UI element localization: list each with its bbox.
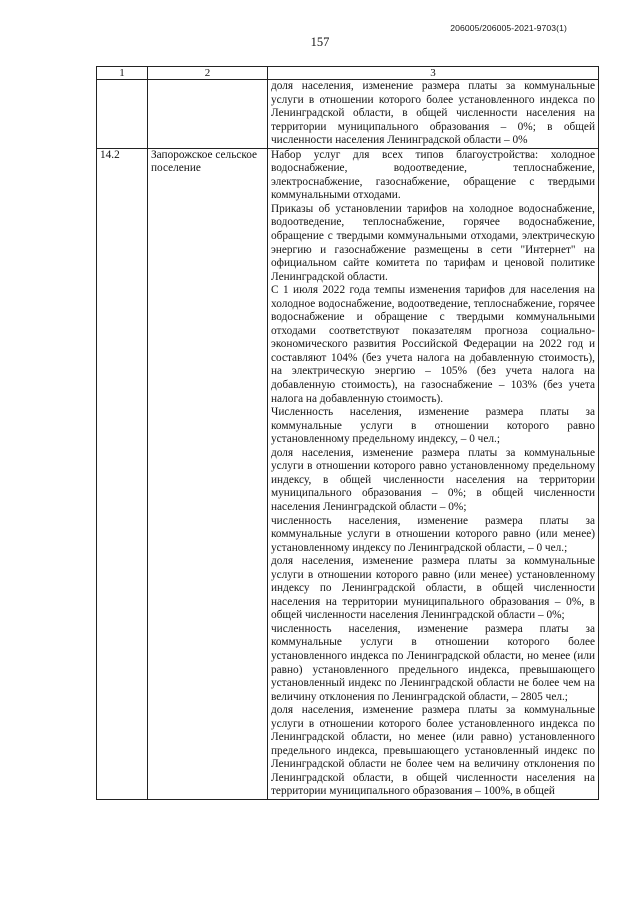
continuation-name-cell (148, 80, 268, 149)
column-number-3: 3 (268, 67, 599, 80)
services-paragraph: Набор услуг для всех типов благоустройства: холодное водоснабжение, водоотведение, теплоснабжение, электроснабжение, газоснабжение, обращение с твердыми коммунальными отходами. (271, 148, 595, 202)
orders-paragraph: Приказы об установлении тарифов на холодное водоснабжение, водоотведение, теплоснабжение, горячее водоснабжение, обращение с твердыми коммунальными отходами, электрическую энергию и газоснабжение размещены в сети "Интернет" на официальном сайте комитета по тарифам и ценовой политике Ленинградской области. (271, 202, 595, 283)
continuation-paragraph: доля населения, изменение размера платы за коммунальные услуги в отношении которого более установленного индекса по Ленинградской области, в общей численности населения на территории муниципального образования – 0%; в общей численности населения Ленинградской области – 0% (271, 80, 595, 147)
population-above-index-paragraph: численность населения, изменение размера платы за коммунальные услуги в отношении которого более установленного индекса по Ленинградской области, но менее (или равно) установленного предельного индекса, превышающего установленный индекс по Ленинградской области не более чем на величину отклонения по Ленинградской области, – 2805 чел.; (271, 622, 595, 703)
row-description (268, 148, 599, 799)
settlement-name: Запорожское сельское поселение (148, 148, 268, 799)
tariff-table (96, 66, 599, 800)
column-number-2: 2 (148, 67, 268, 80)
document-reference-code: 206005/206005-2021-9703(1) (450, 23, 567, 33)
continuation-text-cell (268, 80, 599, 149)
column-number-1: 1 (97, 67, 148, 80)
continuation-row (97, 80, 599, 149)
tariff-rates-paragraph: С 1 июля 2022 года темпы изменения тарифов для населения на холодное водоснабжение, водоотведение, теплоснабжение, горячее водоснабжение и обращение с твердыми коммунальными отходами соответствуют показателям прогноза социально-экономического развития Российской Федерации на 2022 год и составляют 104% (без учета налога на добавленную стоимость), на электрическую энергию – 105% (без учета налога на добавленную стоимость), на газоснабжение – 103% (без учета налога на добавленную стоимость). (271, 284, 595, 405)
share-below-index-paragraph: доля населения, изменение размера платы за коммунальные услуги в отношении которого равно (или менее) установленному индексу по Ленинградской области, в общей численности населения на территории муниципального образования – 0%, в общей численности населения Ленинградской области – 0%; (271, 555, 595, 622)
row-number: 14.2 (97, 148, 148, 799)
population-below-index-paragraph: численность населения, изменение размера платы за коммунальные услуги в отношении которого равно (или менее) установленному индексу по Ленинградской области, – 0 чел.; (271, 514, 595, 554)
share-above-index-paragraph: доля населения, изменение размера платы за коммунальные услуги в отношении которого более установленного индекса по Ленинградской области, но менее (или равно) установленного предельного индекса, превышающего установленный индекс по Ленинградской области не более чем на величину отклонения по Ленинградской области, в общей численности населения на территории муниципального образования – 100%, в общей (271, 704, 595, 798)
population-equal-limit-paragraph: Численность населения, изменение размера платы за коммунальные услуги в отношении которого равно установленному предельному индексу, – 0 чел.; (271, 406, 595, 446)
column-number-row (97, 67, 599, 80)
page-number: 157 (310, 35, 330, 49)
share-equal-limit-paragraph: доля населения, изменение размера платы за коммунальные услуги в отношении которого равно установленному предельному индексу, в общей численности населения на территории муниципального образования – 0%; в общей численности населения Ленинградской области – 0%; (271, 446, 595, 513)
table-row (97, 148, 599, 799)
continuation-number-cell (97, 80, 148, 149)
